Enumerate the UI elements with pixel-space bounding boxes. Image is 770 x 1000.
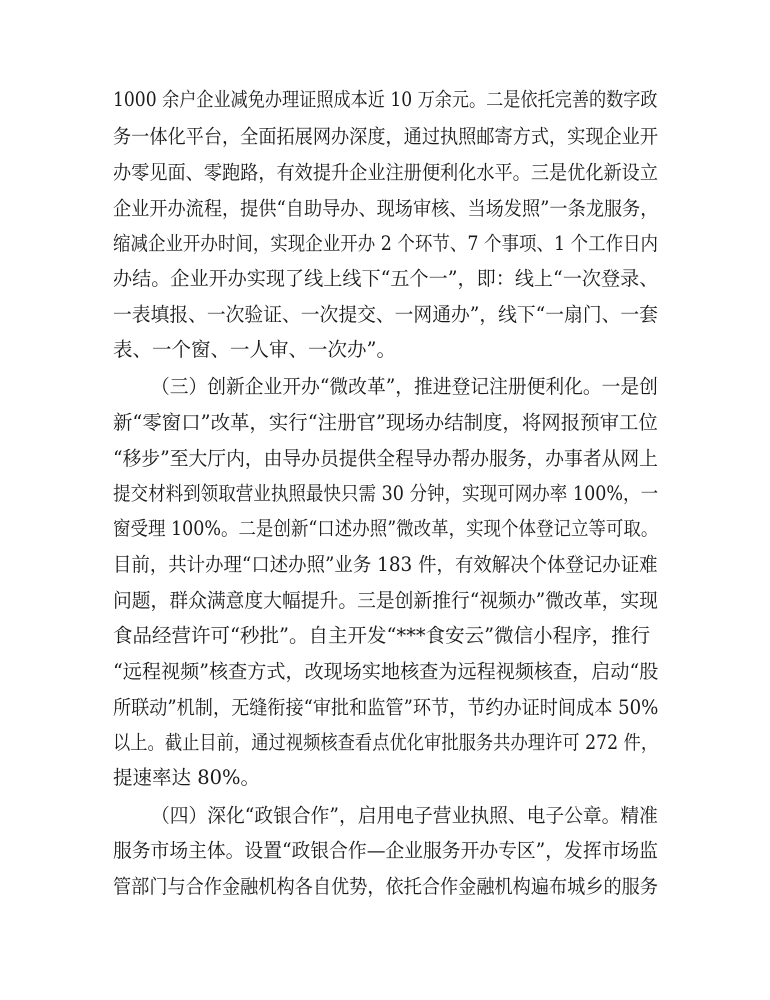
- text-line: 服务市场主体。设置“政银合作—企业服务开办专区”，发挥市场监: [113, 839, 658, 862]
- text-line: 目前，共计办理“口述办照”业务 183 件，有效解决个体登记办证难: [113, 553, 658, 576]
- text-line: “远程视频”核查方式，改现场实地核查为远程视频核查，启动“股: [113, 660, 659, 683]
- text-line: 管部门与合作金融机构各自优势，依托合作金融机构遍布城乡的服务: [113, 875, 659, 898]
- text-line: “移步”至大厅内，由导办员提供全程导办帮办服务，办事者从网上: [113, 447, 658, 470]
- text-line: 提速率达 80%。: [113, 766, 261, 789]
- text-line: 务一体化平台，全面拓展网办深度，通过执照邮寄方式，实现企业开: [113, 125, 659, 148]
- text-line: 以上。截止目前，通过视频核查看点优化审批服务共办理许可 272 件，: [113, 731, 659, 754]
- text-line: （四）深化“政银合作”，启用电子营业执照、电子公章。精准: [151, 804, 658, 827]
- text-line: 缩减企业开办时间，实现企业开办 2 个环节、7 个事项、1 个工作日内: [113, 232, 659, 255]
- text-line: 所联动”机制，无缝衔接“审批和监管”环节，节约办证时间成本 50%: [113, 696, 659, 719]
- text-line: 1000 余户企业减免办理证照成本近 10 万余元。二是依托完善的数字政: [113, 88, 658, 111]
- text-line: 食品经营许可“秒批”。自主开发“***食安云”微信小程序，推行: [113, 624, 651, 647]
- text-line: 办结。企业开办实现了线上线下“五个一”，即：线上“一次登录、: [113, 267, 659, 290]
- text-line: 问题，群众满意度大幅提升。三是创新推行“视频办”微改革，实现: [113, 589, 658, 612]
- text-line: 窗受理 100%。二是创新“口述办照”微改革，实现个体登记立等可取。: [113, 517, 659, 540]
- text-line: 提交材料到领取营业执照最快只需 30 分钟，实现可网办率 100%，一: [113, 482, 659, 505]
- text-line: 办零见面、零跑路，有效提升企业注册便利化水平。三是优化新设立: [113, 161, 659, 184]
- text-line: 一表填报、一次验证、一次提交、一网通办”，线下“一扇门、一套: [113, 303, 658, 326]
- text-line: 表、一个窗、一人审、一次办”。: [113, 338, 396, 361]
- text-line: （三）创新企业开办“微改革”，推进登记注册便利化。一是创: [151, 375, 658, 398]
- text-line: 企业开办流程，提供“自助导办、现场审核、当场发照”一条龙服务，: [113, 197, 659, 220]
- text-line: 新“零窗口”改革，实行“注册官”现场办结制度，将网报预审工位: [113, 411, 658, 434]
